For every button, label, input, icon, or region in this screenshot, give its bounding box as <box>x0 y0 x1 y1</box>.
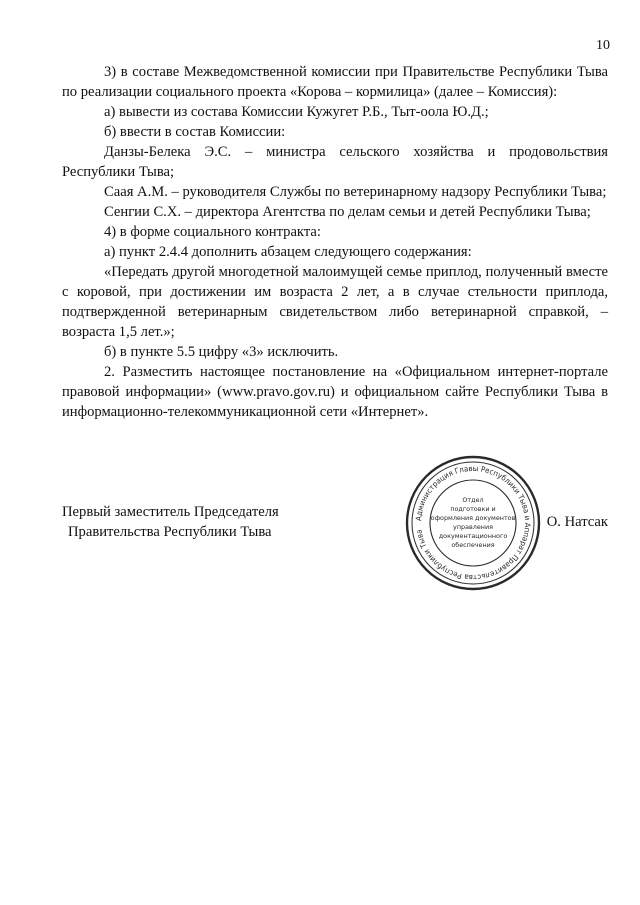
paragraph-item-4b: б) в пункте 5.5 цифру «3» исключить. <box>104 344 339 360</box>
stamp-seal-icon <box>404 454 542 592</box>
paragraph-quote: «Передать другой многодетной малоимущей семье приплод, полученный вместе с коровой, при достижении им возраста 2 лет, а в случае стельности приплода, подтвержденной ветеринарным свидетельством либо ветеринарной справкой, – возраста 1,5 лет.»; <box>62 264 608 340</box>
paragraph-member-saaya: Саая А.М. – руководителя Службы по ветеринарному надзору Республики Тыва; <box>104 184 607 200</box>
paragraph-item-3b: б) ввести в состав Комиссии: <box>104 124 286 140</box>
stamp-center-line-3: оформления документов <box>430 514 516 522</box>
paragraph-member-sengii: Сенгии С.Х. – директора Агентства по делам семьи и детей Республики Тыва; <box>104 204 591 220</box>
stamp-center-line-1: Отдел <box>462 496 484 504</box>
stamp-ring-text: Администрация Главы Республики Тыва и Аппарат Правительства Республики Тыва <box>414 463 533 583</box>
signatory-position-line1: Первый заместитель Председателя <box>62 504 279 520</box>
signatory-position-line2: Правительства Республики Тыва <box>68 524 272 540</box>
official-stamp <box>404 454 542 592</box>
document-body <box>62 62 608 422</box>
stamp-center-line-6: обеспечения <box>451 541 495 549</box>
stamp-center-line-2: подготовки и <box>450 505 496 513</box>
signature-block <box>62 463 608 608</box>
stamp-center-line-5: документационного <box>438 532 508 540</box>
paragraph-item-2: 2. Разместить настоящее постановление на «Официальном интернет-портале правовой информации» (www.pravo.gov.ru) и официальном сайте Республики Тыва в информационно-телекоммуникационной сети «Интернет». <box>62 364 608 420</box>
signatory-position <box>62 502 279 542</box>
paragraph-item-4: 4) в форме социального контракта: <box>104 224 321 240</box>
stamp-center-line-4: управления <box>453 523 493 531</box>
paragraph-item-4a: а) пункт 2.4.4 дополнить абзацем следующего содержания: <box>104 244 472 260</box>
paragraph-member-danzy-belek: Данзы-Белека Э.С. – министра сельского хозяйства и продовольствия Республики Тыва; <box>62 144 608 180</box>
page-number: 10 <box>596 38 610 53</box>
paragraph-item-3: 3) в составе Межведомственной комиссии при Правительстве Республики Тыва по реализации социального проекта «Корова – кормилица» (далее – Комиссия): <box>62 64 608 100</box>
signatory-name: О. Натсак <box>546 514 608 530</box>
paragraph-item-3a: а) вывести из состава Комиссии Кужугет Р.Б., Тыт-оола Ю.Д.; <box>104 104 489 120</box>
